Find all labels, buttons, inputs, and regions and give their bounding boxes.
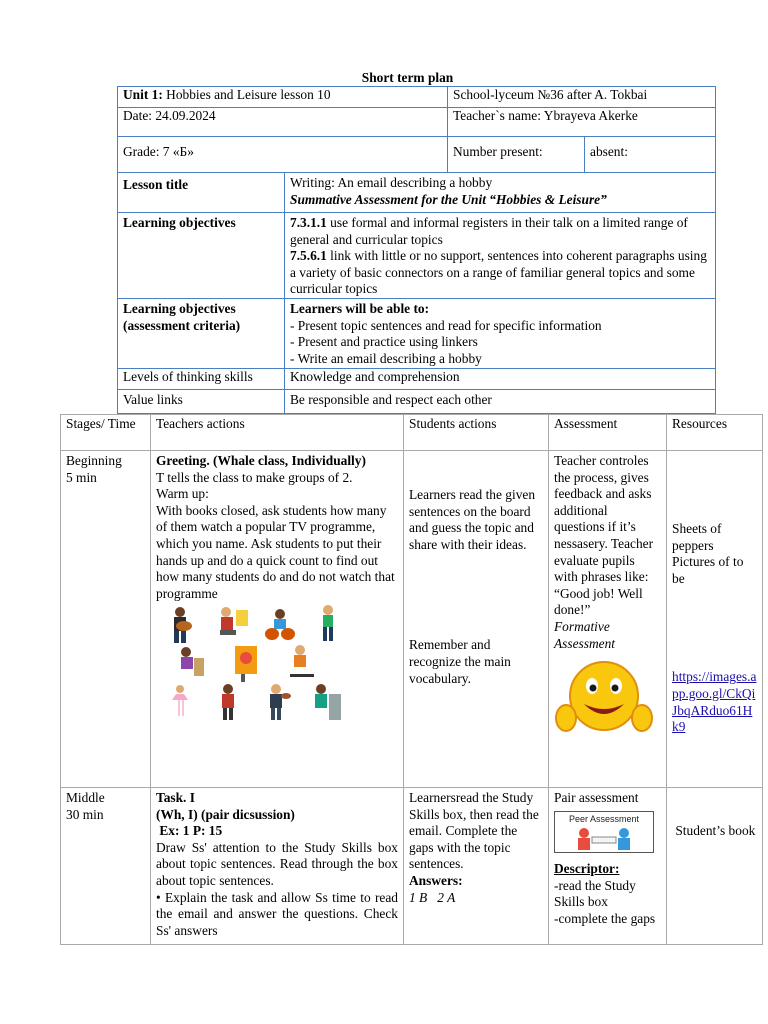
- violinist-figure: [270, 684, 291, 720]
- lesson-title-value: Writing: An email describing a hobby Summative Assessment for the Unit “Hobbies & Leisure”: [285, 173, 716, 213]
- lesson-title-label: Lesson title: [118, 173, 285, 213]
- beginning-assessment-cell: Teacher controles the process, gives feedback and asks additional questions if it’s nessasery. Teacher evaluate pupils with phrases like: “Good job! Well done!” Formative Assessment: [549, 451, 667, 788]
- drummer-figure: [265, 609, 295, 640]
- value-links-value: Be responsible and respect each other: [285, 389, 716, 413]
- unit-cell: Unit 1: Hobbies and Leisure lesson 10: [118, 87, 448, 108]
- school-cell: School-lyceum №36 after A. Tokbai: [448, 87, 716, 108]
- number-present-cell: Number present:: [448, 137, 585, 173]
- objectives-label: Learning objectives: [118, 213, 285, 299]
- criteria-value: Learners will be able to: - Present topic sentences and read for specific information - Present and practice using linkers - Write an email describing a hobby: [285, 298, 716, 368]
- reader-figure: [315, 684, 341, 720]
- beginning-teacher-cell: Greeting. (Whale class, Individually) T tells the class to make groups of 2. Warm up: With books closed, ask students how many of them watch a popular TV programme, which you name. Ask students to put their hands up and do a quick count to find out how many students do and do not watch that programme: [151, 451, 404, 788]
- value-links-label: Value links: [118, 389, 285, 413]
- middle-stage-cell: Middle 30 min: [61, 788, 151, 945]
- beginning-students-cell: Learners read the given sentences on the board and guess the topic and share with their ideas. Remember and recognize the main vocabulary.: [404, 451, 549, 788]
- stages-table: [60, 414, 763, 945]
- col-header-teachers-actions: Teachers actions: [151, 415, 404, 451]
- dancer-figure: [323, 605, 333, 641]
- middle-students-cell: Learnersread the Study Skills box, then read the email. Complete the gaps with the topic sentences. Answers: 1 B 2 A: [404, 788, 549, 945]
- col-header-assessment: Assessment: [549, 415, 667, 451]
- middle-teacher-cell: Task. I (Wh, I) (pair dicsussion) Ex: 1 P: 15 Draw Ss' attention to the Study Skills box about topic sentences. Read through the box about topic sentences. • Explain the task and allow Ss time to read the email and answer the questions. Check Ss' answers: [151, 788, 404, 945]
- painter-figure: [235, 646, 257, 682]
- middle-assessment-cell: Pair assessment Peer Assessment Descriptor: -read the Study Skills box -complete the gaps: [549, 788, 667, 945]
- col-header-resources: Resources: [667, 415, 763, 451]
- page-title: Short term plan: [361, 70, 454, 85]
- grade-cell: Grade: 7 «Б»: [118, 137, 448, 173]
- thinking-skills-label: Levels of thinking skills: [118, 368, 285, 389]
- guitarist-figure: [174, 607, 192, 643]
- hobbies-illustration: [156, 604, 356, 722]
- beginning-stage-cell: Beginning 5 min: [61, 451, 151, 788]
- resource-link[interactable]: https://images.app.goo.gl/CkQiJbqARduo61Hk9: [672, 669, 757, 735]
- skateboarder-figure: [290, 645, 314, 677]
- smiley-thumbs-up-icon: [554, 656, 654, 740]
- col-header-stages: Stages/ Time: [61, 415, 151, 451]
- date-cell: Date: 24.09.2024: [118, 108, 448, 137]
- thinking-skills-value: Knowledge and comprehension: [285, 368, 716, 389]
- ballerina-figure: [172, 685, 188, 716]
- lesson-header-table: [117, 86, 716, 414]
- teacher-name-cell: Teacher`s name: Ybrayeva Akerke: [448, 108, 716, 137]
- objectives-value: 7.3.1.1 use formal and informal registers in their talk on a limited range of general and curricular topics 7.5.6.1 link with little or no support, sentences into coherent paragraphs using a variety of basic connectors on a range of familiar general topics and some curricular topics: [285, 213, 716, 299]
- middle-resources-cell: Student’s book: [667, 788, 763, 945]
- peer-assessment-image: [554, 811, 654, 853]
- singer-figure: [222, 684, 234, 720]
- beginning-resources-cell: Sheets of peppers Pictures of to be https://images.app.goo.gl/CkQiJbqARduo61Hk9: [667, 451, 763, 788]
- artist-figure: [220, 607, 248, 635]
- sculptor-figure: [181, 647, 204, 676]
- criteria-label: Learning objectives (assessment criteria): [118, 298, 285, 368]
- absent-cell: absent:: [585, 137, 716, 173]
- svg-text:Peer Assessment: Peer Assessment: [568, 813, 640, 824]
- col-header-students-actions: Students actions: [404, 415, 549, 451]
